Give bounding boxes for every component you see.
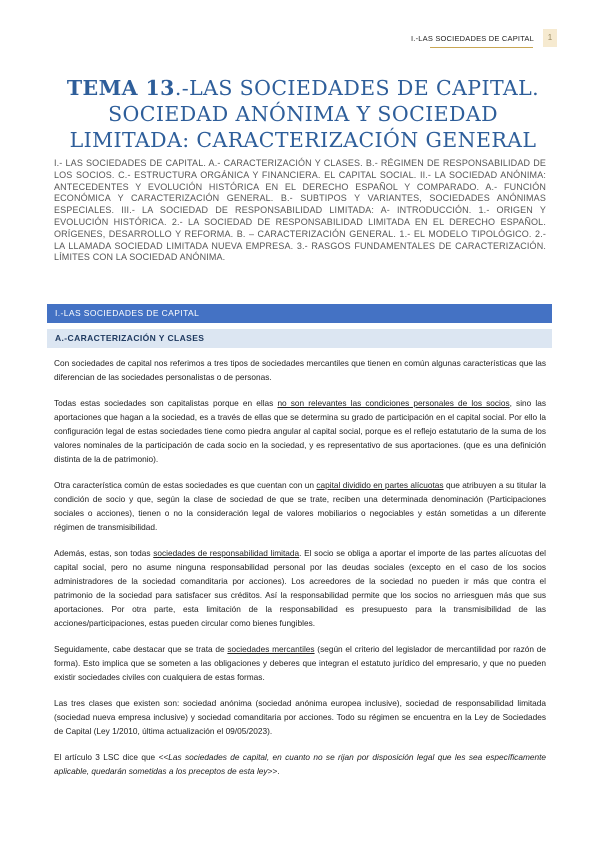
paragraph xyxy=(54,696,546,738)
paragraph-text: . xyxy=(277,766,280,776)
underlined-text: sociedades mercantiles xyxy=(227,644,315,654)
paragraph-text: Todas estas sociedades son capitalistas porque en ellas xyxy=(54,398,278,408)
underlined-text: sociedades de responsabilidad limitada xyxy=(153,548,300,558)
body-text xyxy=(54,356,546,790)
paragraph-text: Además, estas, son todas xyxy=(54,548,154,558)
paragraph-text: Las tres clases que existen son: sociedad anónima (sociedad anónima europea inclusive), sociedad de responsabilidad limitada (sociedad nueva empresa inclusive) y sociedad comanditaria por acciones. Todo su régimen se encuentra en la Ley de Sociedades de Capital (Ley 1/2010, última actualización el 09/05/2023). xyxy=(54,698,546,736)
paragraph-text: Seguidamente, cabe destacar que se trata de xyxy=(54,644,228,654)
page-header xyxy=(0,27,599,49)
paragraph-text: . El socio se obliga a aportar el importe de las partes alícuotas del capital social, pero no asume ninguna responsabilidad personal por las deudas sociales (excepto en el caso de los socios administradores de la sociedad comanditaria por acciones). Los acreedores de la sociedad no pueden ir más que contra el patrimonio de la sociedad para satisfacer sus créditos. Así la responsabilidad permite que los socios no arriesguen más que sus aportaciones. Por otra parte, esta limitación de la responsabilidad es presupuesto para la transmisibilidad de las acciones/participaciones, estas pueden circular como bienes fungibles. xyxy=(54,548,547,628)
title-rest: .-LAS SOCIEDADES DE CAPITAL. SOCIEDAD ANÓNIMA Y SOCIEDAD LIMITADA: CARACTERIZACIÓN GENERAL xyxy=(69,76,540,152)
header-section-title: I.-LAS SOCIEDADES DE CAPITAL xyxy=(411,34,534,43)
paragraph-text: El artículo 3 LSC dice que xyxy=(54,752,159,762)
header-rule xyxy=(430,47,533,48)
paragraph-text: , sino las aportaciones que hagan a la sociedad, es a través de ellas que se determina su grado de participación en el capital social. Por ello la configuración legal de estas sociedades tiene como piedra angular al capital social, porque es el reflejo estatutario de la suma de los valores nominales de la participación de cada socio en la sociedad, y es representativo de sus aportaciones. (que es una definición distinta de la de patrimonio). xyxy=(54,398,546,464)
paragraph xyxy=(54,396,546,466)
paragraph-text: que atribuyen a su titular la condición de socio y que, según la clase de sociedad de que se trate, reciben una determinada denominación (Participaciones sociales o acciones), tienen o no la consideración legal de valores mobiliarios o negociables y están sometidas a un diferente régimen de transmisibilidad. xyxy=(54,480,546,532)
document-title xyxy=(58,75,548,153)
paragraph xyxy=(54,546,546,630)
paragraph-text: (según el criterio del legislador de mercantilidad por razón de forma). Esto implica que se someten a las obligaciones y deberes que integran el estatuto jurídico del empresario, y que no pueden existir sociedades civiles con cualquiera de estas formas. xyxy=(54,644,547,682)
quoted-text: <<Las sociedades de capital, en cuanto no se rijan por disposición legal que les sea específicamente aplicable, quedarán sometidas a los preceptos de esta ley>> xyxy=(54,752,547,776)
paragraph xyxy=(54,478,546,534)
paragraph xyxy=(54,642,546,684)
paragraph-text: Con sociedades de capital nos referimos a tres tipos de sociedades mercantiles que tienen en común algunas características que las diferencian de las sociedades personalistas o de personas. xyxy=(54,358,546,382)
underlined-text: capital dividido en partes alícuotas xyxy=(316,480,444,490)
topic-summary: I.- LAS SOCIEDADES DE CAPITAL. A.- CARACTERIZACIÓN Y CLASES. B.- RÉGIMEN DE RESPONSABILIDAD DE LOS SOCIOS. C.- ESTRUCTURA ORGÁNICA Y FINANCIERA. EL CAPITAL SOCIAL. II.- LA SOCIEDAD ANÓNIMA: ANTECEDENTES Y EVOLUCIÓN HISTÓRICA EN EL DERECHO ESPAÑOL Y COMPARADO. A.- FUNCIÓN ECONÓMICA Y CARACTERIZACIÓN GENERAL. B.- SUBTIPOS Y VARIANTES, SOCIEDADES ANÓNIMAS ESPECIALES. III.- LA SOCIEDAD DE RESPONSABILIDAD LIMITADA: A- INTRODUCCIÓN. 1.- ORIGEN Y EVOLUCIÓN HISTÓRICA. 2.- LA SOCIEDAD DE RESPONSABILIDAD LIMITADA EN EL DERECHO ESPAÑOL. ORÍGENES, DESARROLLO Y REFORMA. B. – CARACTERIZACIÓN GENERAL. 1.- EL MODELO TIPOLÓGICO. 2.- LA LLAMADA SOCIEDAD LIMITADA NUEVA EMPRESA. 3.- RASGOS FUNDAMENTALES DE CARACTERIZACIÓN. LÍMITES CON LA SOCIEDAD ANÓNIMA. xyxy=(54,158,546,263)
underlined-text: no son relevantes las condiciones personales de los socios xyxy=(277,398,510,408)
paragraph-text: Otra característica común de estas sociedades es que cuentan con un xyxy=(54,480,317,490)
title-prefix: TEMA 13 xyxy=(66,76,175,100)
page-number: 1 xyxy=(543,29,557,47)
subsection-heading: A.-CARACTERIZACIÓN Y CLASES xyxy=(47,329,552,348)
section-heading: I.-LAS SOCIEDADES DE CAPITAL xyxy=(47,304,552,323)
paragraph xyxy=(54,750,546,778)
paragraph xyxy=(54,356,546,384)
